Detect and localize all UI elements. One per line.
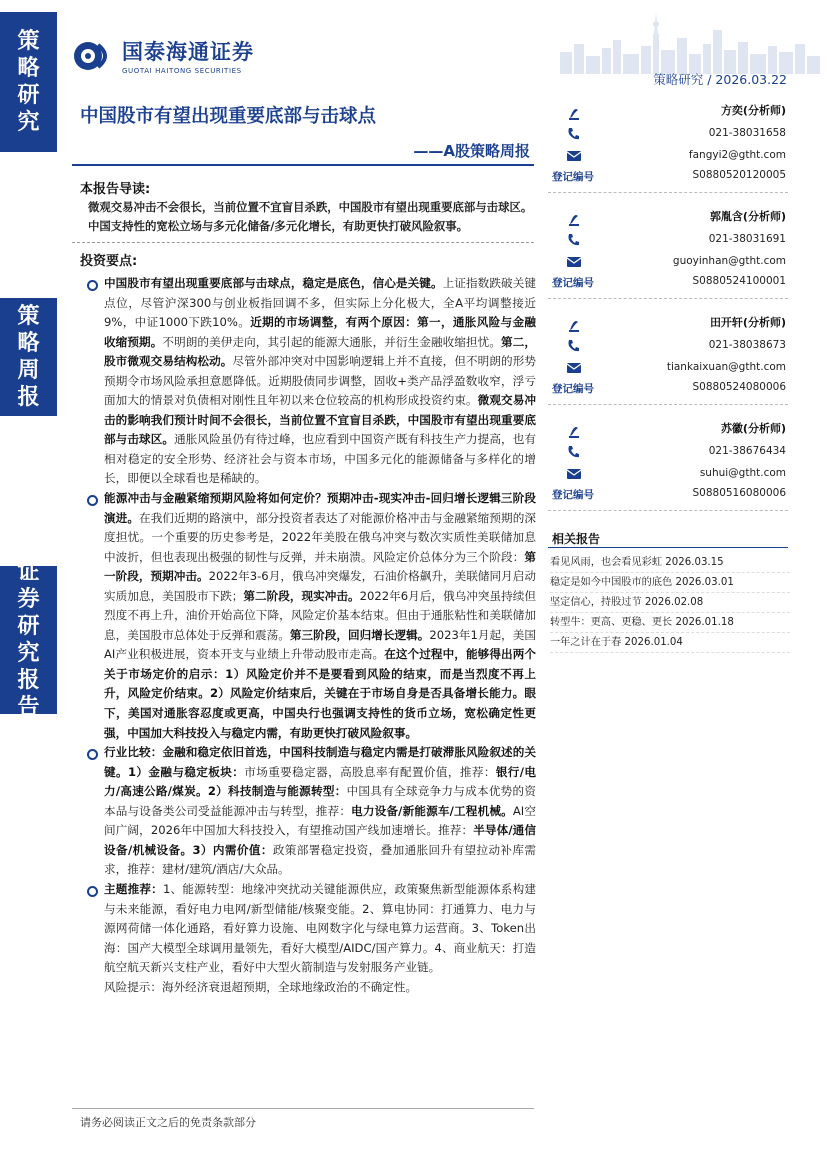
analyst-card: [548, 314, 788, 420]
analyst-person-icon: [566, 104, 582, 120]
sidebar-char: 报: [17, 385, 40, 410]
analyst-registration-number: S0880520120005: [692, 169, 786, 181]
sidebar-char: 报: [17, 668, 40, 693]
email-icon: [566, 254, 582, 270]
logo-text-en: GUOTAI HAITONG SECURITIES: [122, 67, 242, 75]
report-category-date: 策略研究 / 2026.03.22: [653, 72, 787, 87]
emphasis-text: 近期的市场调整，有两个原因：第一，通胀风险与金融收缩预期。: [104, 315, 536, 349]
sidebar-char: 究: [17, 641, 40, 666]
sidebar-char: 究: [17, 110, 40, 135]
footer-divider: [72, 1108, 534, 1109]
sidebar-char: 告: [17, 695, 40, 720]
report-subtitle: ——A股策略周报: [413, 142, 530, 160]
risk-warning: 风险提示：海外经济衰退超预期，全球地缘政治的不确定性。: [104, 979, 418, 994]
points-heading: 投资要点:: [80, 254, 138, 269]
analyst-card: [548, 208, 788, 314]
analyst-registration-number: S0880516080006: [692, 487, 786, 499]
sidebar: [0, 0, 57, 1169]
analyst-email[interactable]: guoyinhan@gtht.com: [672, 255, 786, 267]
body-text: 在我们近期的路演中，部分投资者表达了对能源价格冲击与金融紧缩预期的深度担忧。一个重要的历史参考是，2022年美股在俄乌冲突与数次实质性美联储加息中波折，但也表现出极强的韧性与反弹，并未崩溃。风险定价总体分为三个阶段：: [104, 510, 536, 564]
logo-icon: [72, 40, 114, 72]
body-text: 上证指数跌破关键点位，尽管沪深300与创业板指回调不多，但实际上分化极大，全A平均调整接近9%，中证1000下跌10%。: [104, 276, 536, 330]
investment-points: [86, 274, 536, 997]
logo-text-cn: 国泰海通证券: [122, 40, 254, 64]
analyst-name: 郭胤含(分析师): [709, 210, 786, 223]
analyst-phone: 021-38031658: [708, 127, 786, 139]
sidebar-char: 略: [17, 56, 40, 81]
title-divider: [72, 164, 534, 166]
related-reports-heading: 相关报告: [552, 532, 601, 546]
emphasis-text: 电力设备/新能源车/工程机械。: [351, 803, 513, 818]
analyst-email[interactable]: suhui@gtht.com: [699, 467, 786, 479]
analyst-card: [548, 420, 788, 526]
body-text: 2023年1月起，美国AI产业积极进展，资本开支与业绩上升带动股市走高。: [104, 627, 536, 662]
point-market-bottom: [86, 274, 536, 489]
related-reports-divider: [548, 547, 788, 548]
phone-icon: [566, 338, 582, 354]
body-text: 政策部署稳定投资，叠加通胀回升有望拉动补库需求，推荐：建材/建筑/酒店/大众品。: [104, 842, 536, 877]
company-logo: [72, 36, 254, 75]
sidebar-char: 略: [17, 331, 40, 356]
analyst-email[interactable]: fangyi2@gtht.com: [688, 149, 786, 161]
analyst-name: 苏徽(分析师): [720, 422, 786, 435]
email-icon: [566, 148, 582, 164]
phone-icon: [566, 126, 582, 142]
body-text: AI空间广阔，2026年中国加大科技投入，有望推动国产线加速增长。推荐：: [104, 803, 536, 838]
point-industry-comparison: [86, 743, 536, 880]
analyst-divider: [548, 192, 788, 193]
point-risk-pricing: [86, 489, 536, 743]
analyst-person-icon: [566, 422, 582, 438]
sidebar-label-securities-report: [0, 560, 57, 720]
analyst-email[interactable]: tiankaixuan@gtht.com: [666, 361, 786, 373]
body-text: 不明朗的美伊走向，其引起的能源大通胀，并衍生金融收缩担忧。: [162, 334, 502, 349]
emphasis-text: 中国股市有望出现重要底部与击球点，稳定是底色，信心是关键。: [104, 276, 443, 290]
body-text: 通胀风险虽仍有待过峰，也应看到中国资产既有科技生产力提高，也有相对稳定的安全形势、经济社会与资本市场，中国多元化的能源储备与多样化的增长，即便以全球看也是稀缺的。: [104, 432, 536, 486]
emphasis-text: 微观交易冲击的影响我们预计时间不会很长，当前位置不宜盲目杀跌，中国股市有望出现重要底部与击球区。: [104, 393, 536, 447]
analyst-divider: [548, 404, 788, 405]
emphasis-text: 能源冲击与金融紧缩预期风险将如何定价？预期冲击-现实冲击-回归增长逻辑三阶段演进。: [104, 491, 536, 525]
report-title: 中国股市有望出现重要底部与击球点: [80, 106, 377, 127]
analyst-phone: 021-38676434: [708, 445, 786, 457]
related-report-link[interactable]: 坚定信心，持股过节 2026.02.08: [550, 593, 790, 613]
sidebar-label-strategy-weekly: [0, 298, 57, 416]
sidebar-char: 券: [17, 587, 40, 612]
city-skyline-graphic: [560, 4, 820, 74]
analyst-registration-number: S0880524100001: [692, 275, 786, 287]
emphasis-text: 第三阶段，回归增长逻辑。: [289, 627, 430, 642]
analyst-name: 田开轩(分析师): [709, 316, 786, 329]
phone-icon: [566, 232, 582, 248]
related-report-link[interactable]: 一年之计在于春 2026.01.04: [550, 633, 790, 653]
emphasis-text: 第一阶段，预期冲击。: [104, 549, 536, 584]
analyst-card: [548, 102, 788, 208]
sidebar-char: 研: [17, 83, 40, 108]
registration-label: 登记编号: [552, 171, 594, 183]
analyst-person-icon: [566, 210, 582, 226]
analyst-name: 方奕(分析师): [720, 104, 786, 117]
related-reports-list: [550, 553, 790, 653]
email-icon: [566, 466, 582, 482]
analyst-panel: [548, 102, 788, 526]
analyst-phone: 021-38031691: [708, 233, 786, 245]
sidebar-char: 证: [17, 560, 40, 585]
emphasis-text: 第二阶段，现实冲击。: [243, 588, 360, 603]
related-report-link[interactable]: 稳定是如今中国股市的底色 2026.03.01: [550, 573, 790, 593]
emphasis-text: 行业比较：金融和稳定依旧首选，中国科技制造与稳定内需是打破滞胀风险叙述的关键。1）金融与稳定板块：: [104, 745, 536, 779]
registration-label: 登记编号: [552, 383, 594, 395]
disclaimer-footer: 请务必阅读正文之后的免责条款部分: [80, 1116, 256, 1129]
point-theme-recommendation: [86, 880, 536, 978]
registration-label: 登记编号: [552, 489, 594, 501]
sidebar-char: 策: [17, 304, 40, 329]
related-report-link[interactable]: 转型牛：更高、更稳、更长 2026.01.18: [550, 613, 790, 633]
sidebar-char: 策: [17, 29, 40, 54]
analyst-divider: [548, 510, 788, 511]
sidebar-char: 研: [17, 614, 40, 639]
email-icon: [566, 360, 582, 376]
intro-heading: 本报告导读:: [80, 182, 151, 197]
sidebar-label-strategy-research: [0, 12, 57, 152]
body-text: 尽管外部冲突对中国影响逻辑上并不直接，但不明朗的形势预期令市场风险承担意愿降低。近期股债同步调整，固收+类产品浮盈数收窄，浮亏面加大的情景对负债相对刚性且年初以来仓位较高的机构形成投资约束。: [104, 354, 536, 408]
emphasis-text: 第二，股市微观交易结构松动。: [104, 334, 536, 369]
analyst-registration-number: S0880524080006: [692, 381, 786, 393]
body-text: 2022年3-6月，俄乌冲突爆发，石油价格飙升，美联储同月启动实质加息，美国股市下跌；: [104, 569, 536, 603]
emphasis-text: 银行/电力/高速公路/煤炭。2）科技制造与能源转型：: [104, 764, 536, 799]
analyst-phone: 021-38038673: [708, 339, 786, 351]
phone-icon: [566, 444, 582, 460]
analyst-person-icon: [566, 316, 582, 332]
related-report-link[interactable]: 看见风雨，也会看见彩虹 2026.03.15: [550, 553, 790, 573]
emphasis-text: 在这个过程中，能够得出两个关于市场定价的启示：1）风险定价并不是要看到风险的结束，而是当烈度不再上升，风险定价结束。2）风险定价结束后，关键在于市场自身是否具备增长能力。眼下，美国对通胀容忍度或更高，中国央行也强调支持性的货币立场，宽松确定性更强，中国加大科技投入与稳定内需，有助更快打破风险叙事。: [104, 647, 536, 740]
registration-label: 登记编号: [552, 277, 594, 289]
body-text: 2022年6月后，俄乌冲突虽持续但烈度不再上升，油价开始高位下降，风险定价基本结束。但由于通胀粘性和美联储加息，美国股市总体处于反弹和震荡。: [104, 588, 536, 642]
body-text: 市场重要稳定器，高股息率有配置价值，推荐：: [244, 764, 496, 779]
body-text: 1、能源转型：地缘冲突扰动关键能源供应，政策聚焦新型能源体系构建与未来能源，看好电力电网/新型储能/核聚变能。2、算电协同：打通算力、电力与源网荷储一体化通路，看好算力设施、电网数字化与绿电算力运营商。3、Token出海：国产大模型全球调用量领先，看好大模型/AIDC/国产算力。4、商业航天：打造航空航天新兴支柱产业，看好中大型火箭制造与发射服务产业链。: [104, 881, 536, 975]
intro-divider: [72, 242, 534, 243]
analyst-divider: [548, 298, 788, 299]
emphasis-text: 半导体/通信设备/机械设备。3）内需价值：: [104, 823, 536, 857]
sidebar-char: 周: [17, 358, 40, 383]
body-text: 中国具有全球竞争力与成本优势的资本品与设备类公司受益能源冲击与转型，推荐：: [104, 784, 536, 818]
intro-text: 微观交易冲击不会很长，当前位置不宜盲目杀跌，中国股市有望出现重要底部与击球区。中国支持性的宽松立场与多元化储备/多元化增长，有助更快打破风险叙事。: [88, 200, 533, 233]
emphasis-text: 主题推荐：: [104, 881, 163, 896]
